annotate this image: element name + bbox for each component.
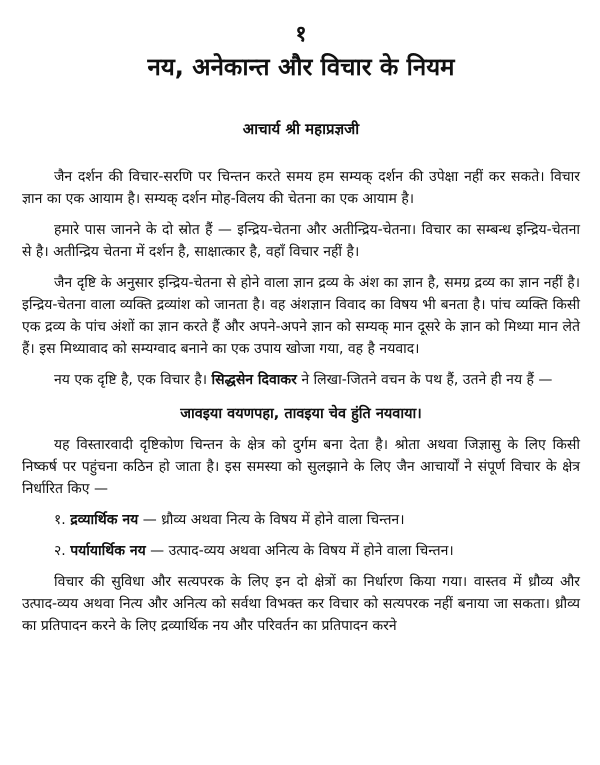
paragraph-4 [22,369,580,391]
chapter-title: नय, अनेकान्त और विचार के नियम [147,53,455,81]
list-item-1 [22,509,580,531]
paragraph-6: विचार की सुविधा और सत्यपरक के लिए इन दो क्षेत्रों का निर्धारण किया गया। वास्तव में ध्रौव्य और उत्पाद-व्यय अथवा नित्य और अनित्य को सर्वथा विभक्त कर विचार को सत्यपरक नहीं बनाया जा सकता। ध्रौव्य का प्रतिपादन करने के लिए द्रव्यार्थिक नय और परिवर्तन का प्रतिपादन करने [22,574,580,634]
highlighted-name: सिद्धसेन दिवाकर [211,372,297,388]
list-number: १. [54,512,71,528]
author-name: आचार्य श्री महाप्रज्ञजी [242,120,360,138]
list-description: — उत्पाद-व्यय अथवा अनित्य के विषय में होने वाला चिन्तन। [145,543,454,559]
list-item-2 [22,540,580,562]
list-term: द्रव्यार्थिक नय [70,512,139,528]
quoted-verse: जावइया वयणपहा, तावइया चेव हुंति नयवाया। [180,406,422,422]
list-term: पर्यायार्थिक नय [70,543,146,559]
paragraph-4-text-end: ने लिखा-जितने वचन के पथ हैं, उतने ही नय हैं — [296,372,553,388]
list-description: — ध्रौव्य अथवा नित्य के विषय में होने वाला चिन्तन। [138,512,405,528]
paragraph-4-text-start: नय एक दृष्टि है, एक विचार है। [54,372,212,388]
list-number: २. [54,543,71,559]
paragraph-2: हमारे पास जानने के दो स्रोत हैं — इन्द्रिय-चेतना और अतीन्द्रिय-चेतना। विचार का सम्बन्ध इन्द्रिय-चेतना से है। अतीन्द्रिय चेतना में दर्शन है, साक्षात्कार है, वहाँ विचार नहीं है। [22,222,580,260]
paragraph-1: जैन दर्शन की विचार-सरणि पर चिन्तन करते समय हम सम्यक् दर्शन की उपेक्षा नहीं कर सकते। विचार ज्ञान का एक आयाम है। सम्यक् दर्शन मोह-विलय की चेतना का एक आयाम है। [22,169,580,207]
paragraph-3: जैन दृष्टि के अनुसार इन्द्रिय-चेतना से होने वाला ज्ञान द्रव्य के अंश का ज्ञान है, समग्र द्रव्य का ज्ञान नहीं है। इन्द्रिय-चेतना वाला व्यक्ति द्रव्यांश को जानता है। वह अंशज्ञान विवाद का विषय भी बनता है। पांच व्यक्ति किसी एक द्रव्य के पांच अंशों का ज्ञान करते हैं और अपने-अपने ज्ञान को सम्यक् मान दूसरे के ज्ञान को मिथ्या मान लेते हैं। इस मिथ्यावाद को सम्यग्वाद बनाने का एक उपाय खोजा गया, वह है नयवाद। [22,275,580,357]
paragraph-5: यह विस्तारवादी दृष्टिकोण चिन्तन के क्षेत्र को दुर्गम बना देता है। श्रोता अथवा जिज्ञासु के लिए किसी निष्कर्ष पर पहुंचना कठिन हो जाता है। इस समस्या को सुलझाने के लिए जैन आचार्यों ने संपूर्ण विचार के क्षेत्र निर्धारित किए — [22,437,580,497]
chapter-number: १ [295,22,307,47]
